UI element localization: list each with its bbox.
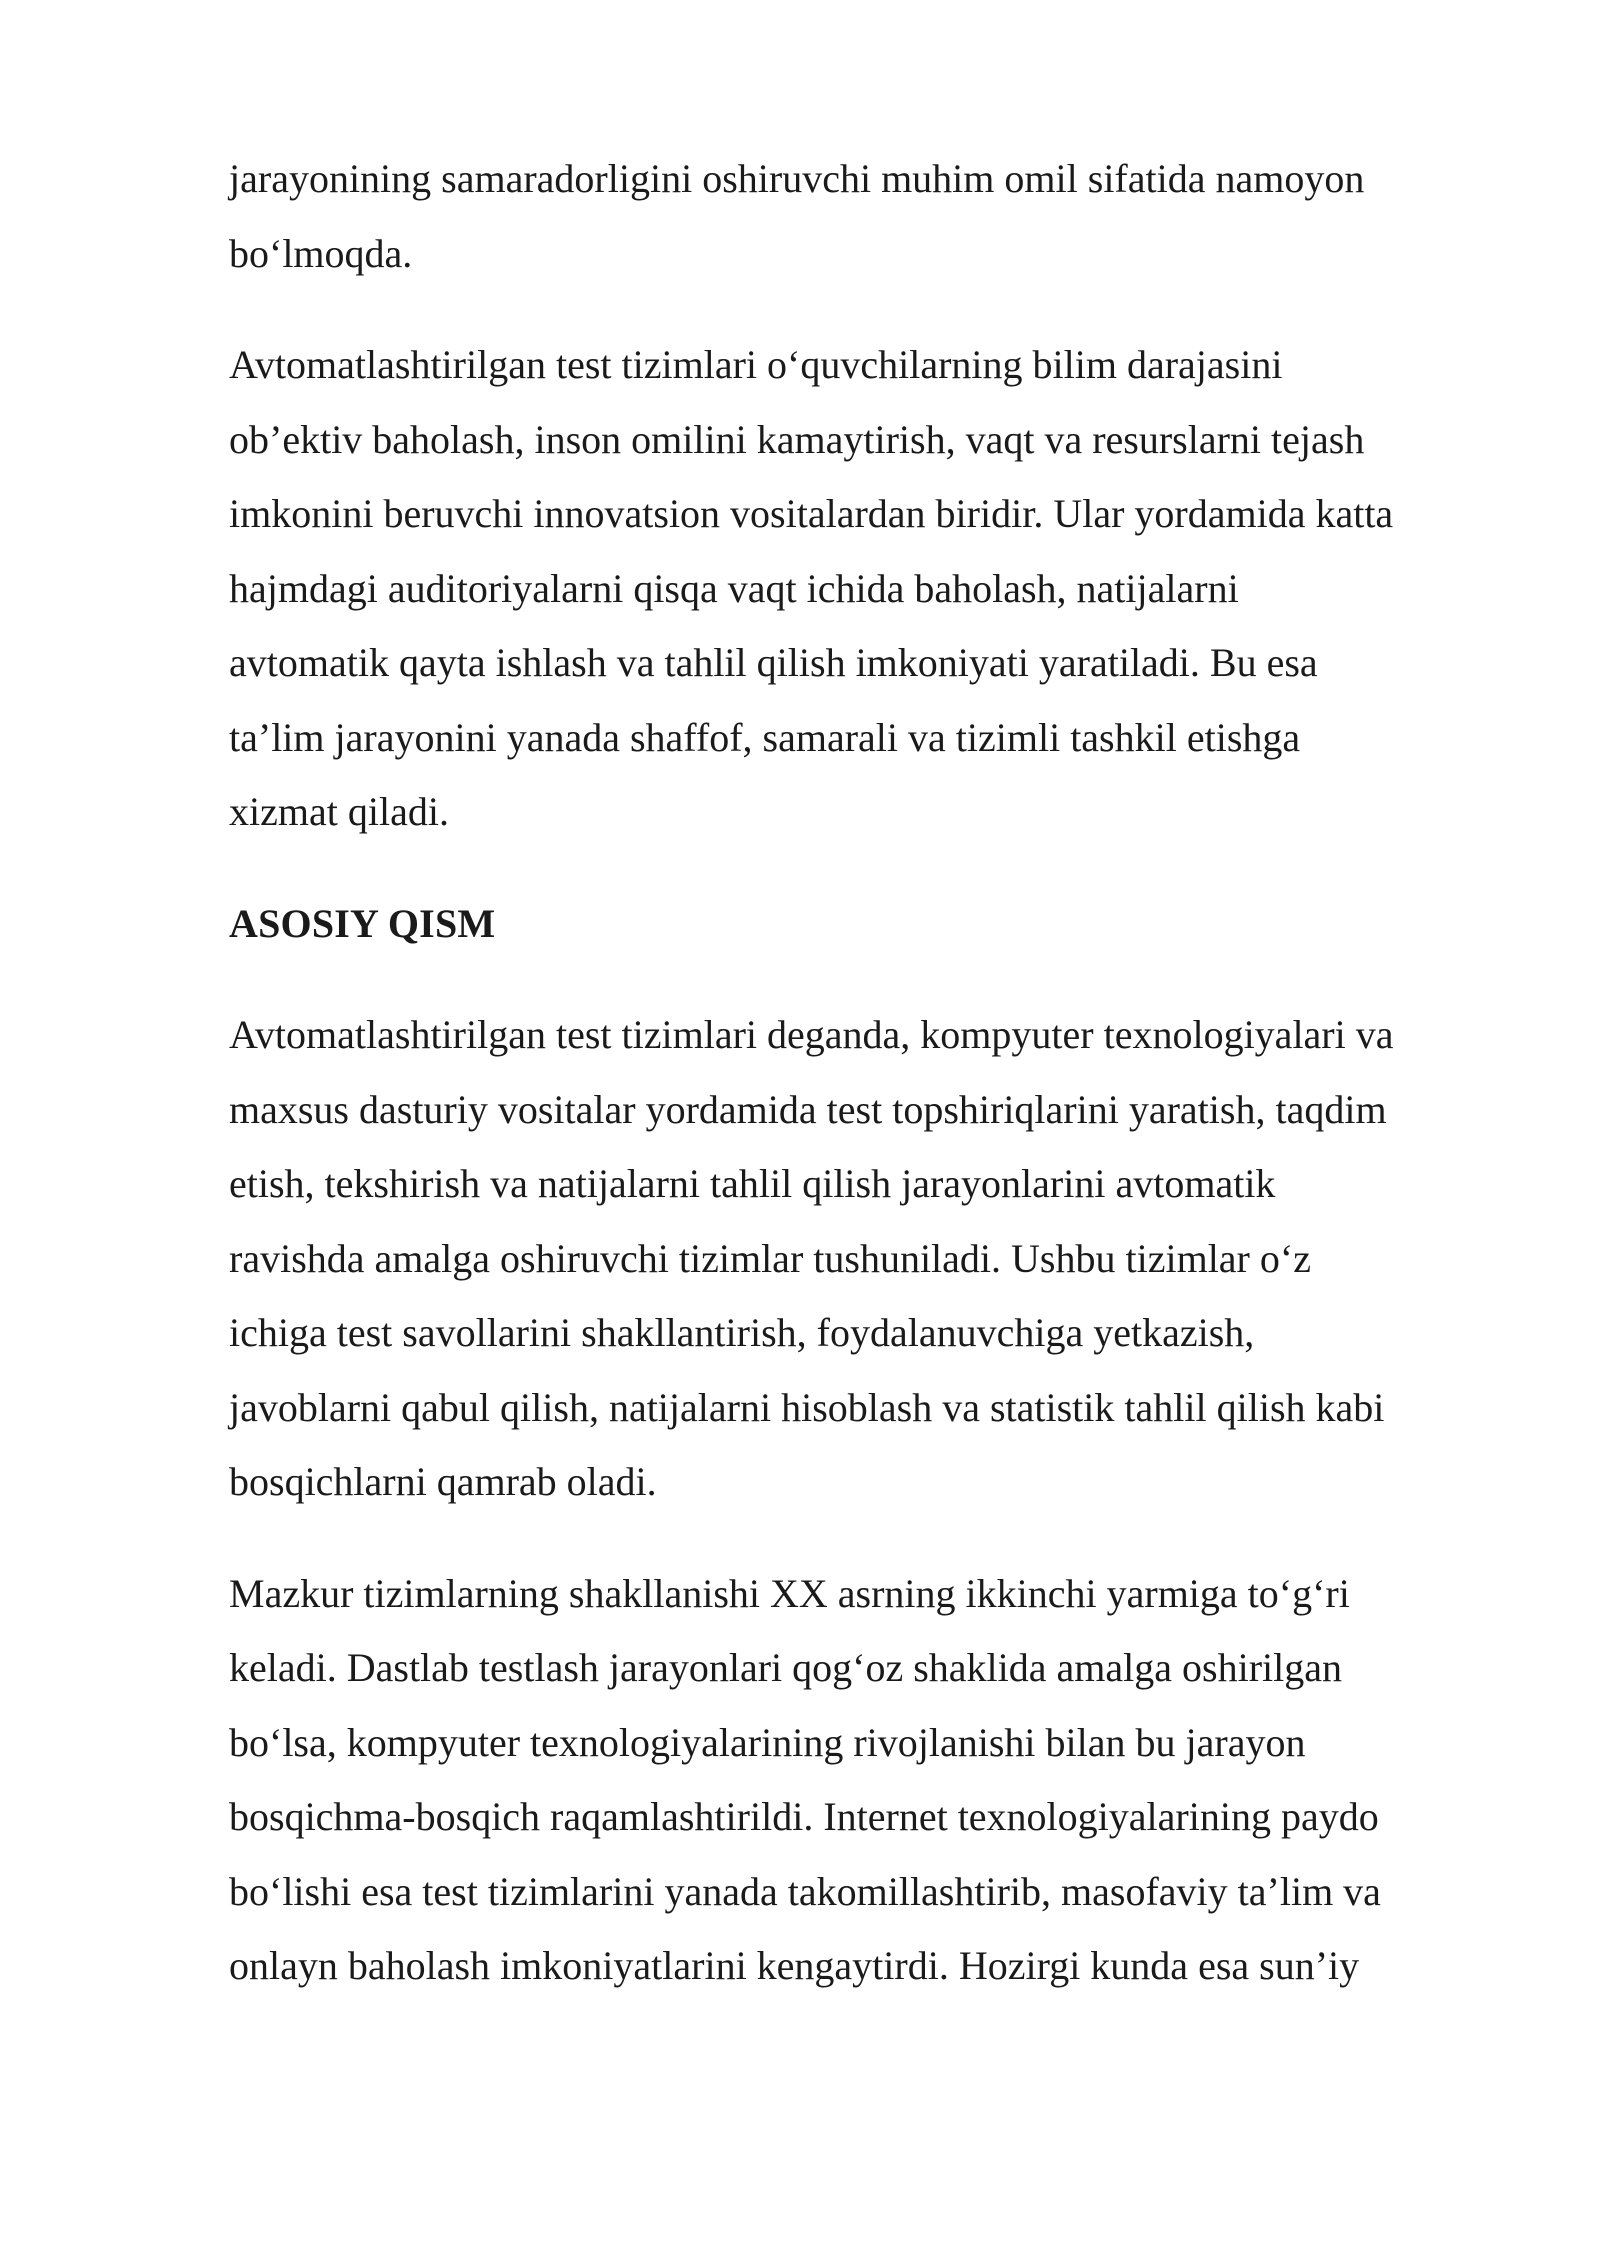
section-heading-block — [229, 887, 1529, 962]
paragraph-spacer — [229, 1520, 1529, 1557]
text-line: ta’lim jarayonini yanada shaffof, samarali va tizimli tashkil etishga — [229, 714, 1301, 760]
text-line: onlayn baholash imkoniyatlarini kengaytirdi. Hozirgi kunda esa sun’iy — [229, 1943, 1360, 1988]
text-line: ichiga test savollarini shakllantirish, foydalanuvchiga yetkazish, — [229, 1310, 1255, 1355]
text-line: ob’ektiv baholash, inson omilini kamaytirish, vaqt va resurslarni tejash — [229, 416, 1365, 462]
text-line: bo‘lmoqda. — [229, 230, 413, 276]
text-line: bosqichlarni qamrab oladi. — [229, 1459, 657, 1504]
text-line: bo‘lsa, kompyuter texnologiyalarining rivojlanishi bilan bu jarayon — [229, 1719, 1306, 1765]
text-line: xizmat qiladi. — [229, 789, 449, 834]
paragraph-spacer — [229, 961, 1529, 998]
paragraph-spacer — [229, 291, 1529, 328]
paragraph-intro-continuation — [229, 142, 1529, 291]
paragraph-automated-tests-benefits — [229, 328, 1529, 850]
text-line: Mazkur tizimlarning shakllanishi XX asrning ikkinchi yarmiga to‘g‘ri — [229, 1570, 1350, 1616]
paragraph-spacer — [229, 850, 1529, 887]
document-body — [229, 142, 1529, 2004]
text-line: Avtomatlashtirilgan test tizimlari o‘quvchilarning bilim darajasini — [229, 342, 1283, 387]
paragraph-history — [229, 1557, 1529, 2004]
text-line: javoblarni qabul qilish, natijalarni hisoblash va statistik tahlil qilish kabi — [229, 1384, 1385, 1430]
paragraph-definition — [229, 998, 1529, 1520]
text-line: bo‘lishi esa test tizimlarini yanada takomillashtirib, masofaviy ta’lim va — [229, 1868, 1381, 1914]
text-line: jarayonining samaradorligini oshiruvchi muhim omil sifatida namoyon — [229, 156, 1365, 201]
text-line: maxsus dasturiy vositalar yordamida test topshiriqlarini yaratish, taqdim — [229, 1086, 1387, 1132]
text-line: Avtomatlashtirilgan test tizimlari deganda, kompyuter texnologiyalari va — [229, 1012, 1394, 1057]
text-line: avtomatik qayta ishlash va tahlil qilish imkoniyati yaratiladi. Bu esa — [229, 640, 1318, 685]
text-line: ravishda amalga oshiruvchi tizimlar tushuniladi. Ushbu tizimlar o‘z — [229, 1235, 1311, 1281]
section-heading: ASOSIY QISM — [229, 900, 496, 946]
text-line: keladi. Dastlab testlash jarayonlari qog‘oz shaklida amalga oshirilgan — [229, 1645, 1342, 1690]
text-line: hajmdagi auditoriyalarni qisqa vaqt ichida baholash, natijalarni — [229, 565, 1239, 611]
text-line: bosqichma-bosqich raqamlashtirildi. Internet texnologiyalarining paydo — [229, 1794, 1379, 1839]
text-line: etish, tekshirish va natijalarni tahlil qilish jarayonlarini avtomatik — [229, 1161, 1276, 1206]
text-line: imkonini beruvchi innovatsion vositalardan biridir. Ular yordamida katta — [229, 491, 1394, 536]
